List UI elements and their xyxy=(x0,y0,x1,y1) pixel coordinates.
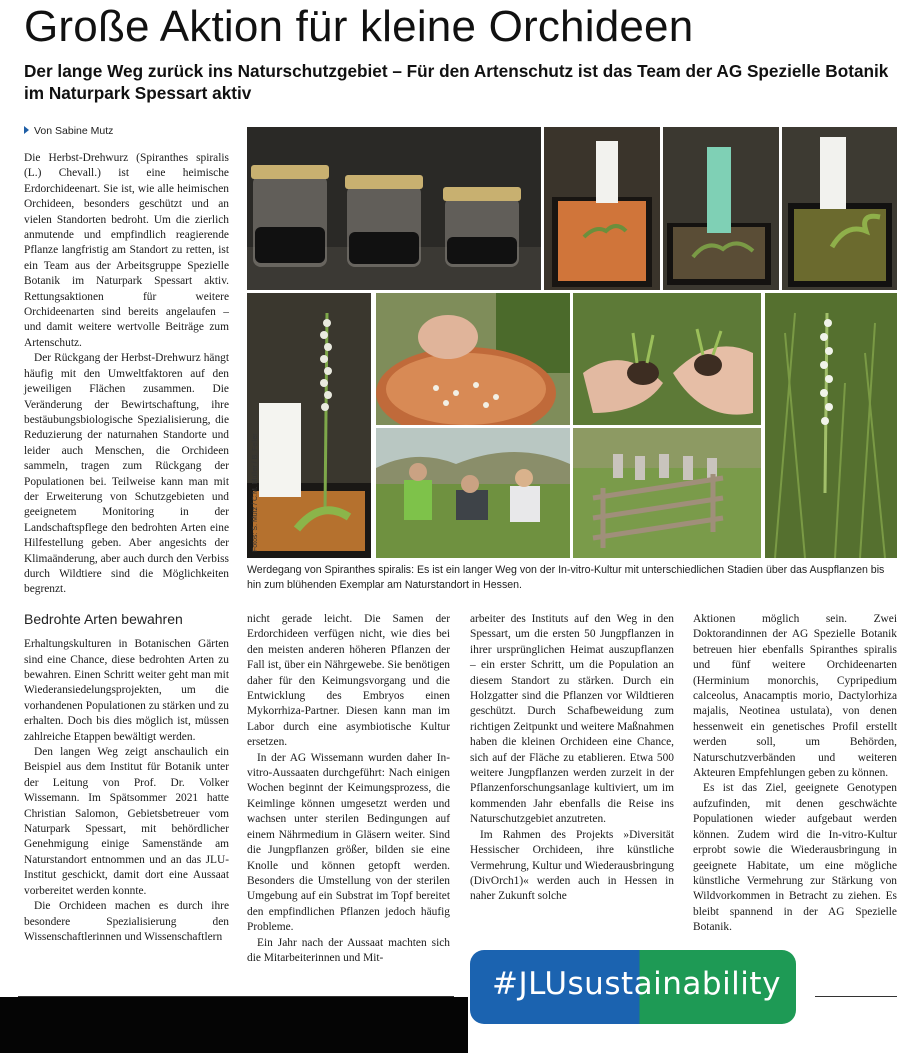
planting-team-image xyxy=(376,428,570,558)
hashtag-text: #JLUsustainability xyxy=(492,966,781,1002)
paragraph: Den langen Weg zeigt anschaulich ein Beispiel aus dem Institut für Botanik unter der Leitung von Prof. Dr. Volker Wissemann. Im Spätsommer 2021 hatte Christian Salomon, Gebietsbetreuer vom Naturpark Spessart, mit behördlicher Genehmigung einige Samenstände am Naturstandort entnommen und an das JLU-Institut geschickt, damit dort eine Aussaat vorbereitet werden konnte. xyxy=(24,746,229,897)
photo-caption: Werdegang von Spiranthes spiralis: Es ist ein langer Weg von der In-vitro-Kultur mit unterschiedlichen Stadien über das Auspflanzen bis hin zum blühenden Exemplar am Naturstandort in Hessen. xyxy=(247,564,885,591)
paragraph: Der Rückgang der Herbst-Drehwurz hängt häufig mit den Umweltfaktoren auf den jeweiligen Flächen zusammen. Die Veränderung der Bewirtschaftung, ihre bestäubungsbiologische Spezialisierung, die Reduzierung der naturnahen Standorte und leider auch Menschen, die Orchideen sammeln, tragen zum Rückgang der Populationen bei. Teilweise kann man mit der Erweiterung von Schutzgebieten und geeignetem Monitoring in der Landschaftspflege den bedrohten Arten eine Hilfestellung geben. Aber angesichts der Klimaänderung, aber auch durch den Verbiss durch Wildtiere sind die Möglichkeiten begrenzt. xyxy=(24,352,229,596)
hands-plants-image xyxy=(573,293,761,425)
pot-image-3 xyxy=(782,127,897,290)
jars-image xyxy=(247,127,541,290)
photo-fence-group xyxy=(573,428,761,558)
photo-pot-1 xyxy=(544,127,660,290)
paragraph: Aktionen möglich sein. Zwei Doktorandinnen der AG Spezielle Botanik betreuen hier ebenfalls Spiranthes spiralis und fünf weitere Orchideenarten (Herminium monorchis, Cypripedium calceolus, Anacamptis morio, Dactylorhiza majalis, Neotinea ustulata), von denen hessenweit ein genetisches Profil erstellt werden soll, um Behörden, Naturschutzverbänden und weiteren Akteuren Empfehlungen geben zu können. xyxy=(693,613,897,780)
paragraph: nicht gerade leicht. Die Samen der Erdorchideen verfügen nicht, wie dies bei den meisten anderen höheren Pflanzen der Fall ist, über ein Nährgewebe. Sie benötigen daher für den Keimungsvorgang und die Entwicklung des Embryos einen Mykorrhiza-Partner. Diesen kann man im Labor durch eine asymbiotische Kultur ersetzen. xyxy=(247,613,450,749)
text-column-3 xyxy=(470,612,674,905)
hashtag-badge xyxy=(470,950,796,1024)
paragraph: Die Orchideen machen es durch ihre besondere Spezialisierung den Wissenschaftlerinnen und Wissenschaftlern xyxy=(24,900,229,943)
photo-seedlings-bowl xyxy=(376,293,570,425)
text-column-4 xyxy=(693,612,897,936)
photo-planting-team xyxy=(376,428,570,558)
pot-image-1 xyxy=(544,127,660,290)
text-column-2 xyxy=(247,612,450,966)
photo-credit: Fotos: S. Mutz / C.M. Müller / B. Feller xyxy=(252,433,259,552)
arrow-icon xyxy=(24,126,29,134)
pot-image-2 xyxy=(663,127,779,290)
author-line xyxy=(24,125,113,137)
jar xyxy=(251,165,329,267)
paragraph: Im Rahmen des Projekts »Diversität Hessischer Orchideen, ihre künstliche Vermehrung, Kultur und Wiederausbringung (DivOrch1)« werden auch in Hessen in naher Zukunft solche xyxy=(470,828,674,903)
paragraph: Die Herbst-Drehwurz (Spiranthes spiralis (L.) Chevall.) ist eine heimische Erdorchideenart. Sie ist, wie alle heimischen Orchideen, besonders geschützt und an vielen Standorten bedroht. Um die zierlich anmutende und empfindlich reagierende Pflanze langfristig am Standort zu retten, ist ein Team aus der Arbeitsgruppe Spezielle Botanik im Naturpark Spessart aktiv. Rettungsaktionen für weitere Orchideenarten sind bereits angelaufen – und damit weitere wertvolle Beiträge zum Artenschutz. xyxy=(24,152,229,349)
article-title: Große Aktion für kleine Orchideen xyxy=(24,2,694,51)
photo-pot-2 xyxy=(663,127,779,290)
photo-pot-3 xyxy=(782,127,897,290)
paragraph: Erhaltungskulturen in Botanischen Gärten sind eine Chance, diese bedrohten Arten zu bewahren. Einen Schritt weiter geht man mit Wiederansiedelungsprojekten, um die vorhandenen Populationen zu stärken und zu erhalten. Doch bis dies möglich ist, müssen zahlreiche Etappen bewältigt werden. xyxy=(24,638,229,743)
wild-spiranthes-image xyxy=(765,293,897,558)
paragraph: Es ist das Ziel, geeignete Genotypen aufzufinden, mit denen geschwächte Populationen wieder aufgebaut werden können. Zudem wird die In-vitro-Kultur erprobt sowie die Wiederausbringung in geeignete Habitate, um eine mögliche künstliche Vermehrung zur Stärkung von Wildvorkommen in Betracht zu ziehen. Es bleibt spannend in der AG Spezielle Botanik. xyxy=(693,782,897,934)
text-column-1 xyxy=(24,151,229,945)
photo-jars xyxy=(247,127,541,290)
fence-group-image xyxy=(573,428,761,558)
paragraph: In der AG Wissemann wurden daher In-vitro-Aussaaten durchgeführt: Nach einigen Wochen beginnt der Keimungsprozess, die Keimlinge können umgesetzt werden und wachsen unter sterilen Bedingungen auf einem Nährmedium in Gläsern weiter. Sind die Jungpflanzen größer, bilden sie eine Knolle und können getopft werden. Besonders die Umstellung von der sterilen Umgebung auf ein Substrat im Topf bereitet den empfindlichen Pflanzen jedoch häufig Probleme. xyxy=(247,751,450,934)
flowering-pot-image xyxy=(247,293,371,558)
paragraph: Ein Jahr nach der Aussaat machten sich die Mitarbeiterinnen und Mit- xyxy=(247,936,450,964)
section-heading: Bedrohte Arten bewahren xyxy=(24,610,183,627)
photo-flowering-pot xyxy=(247,293,371,558)
divider-right xyxy=(815,996,897,997)
footer-bar xyxy=(0,997,468,1053)
photo-wild-spiranthes xyxy=(765,293,897,558)
author-name: Von Sabine Mutz xyxy=(34,125,114,137)
seedlings-bowl-image xyxy=(376,293,570,425)
photo-hands-plants xyxy=(573,293,761,425)
article-subtitle: Der lange Weg zurück ins Naturschutzgebiet – Für den Artenschutz ist das Team der AG Spezielle Botanik im Naturpark Spessart aktiv xyxy=(24,61,889,103)
paragraph: arbeiter des Instituts auf den Weg in den Spessart, um die ersten 50 Jungpflanzen in ihrer ursprünglichen Heimat auszupflanzen – ein erster Schritt, um die Population an diesem Standort zu stärken. Durch ein Holzgatter sind die Pflanzen vor Wildtieren geschützt. Durch Schafbeweidung zum richtigen Zeitpunkt und weitere Maßnahmen haben die kleinen Orchideen eine Chance, sich auf der Fläche zu etablieren. Etwa 500 weitere Jungpflanzen werden zurzeit in der Pflanzenforschungsanlage kultiviert, um im kommenden Jahr ebenfalls die Reise ins Naturschutzgebiet anzutreten. xyxy=(470,613,674,826)
